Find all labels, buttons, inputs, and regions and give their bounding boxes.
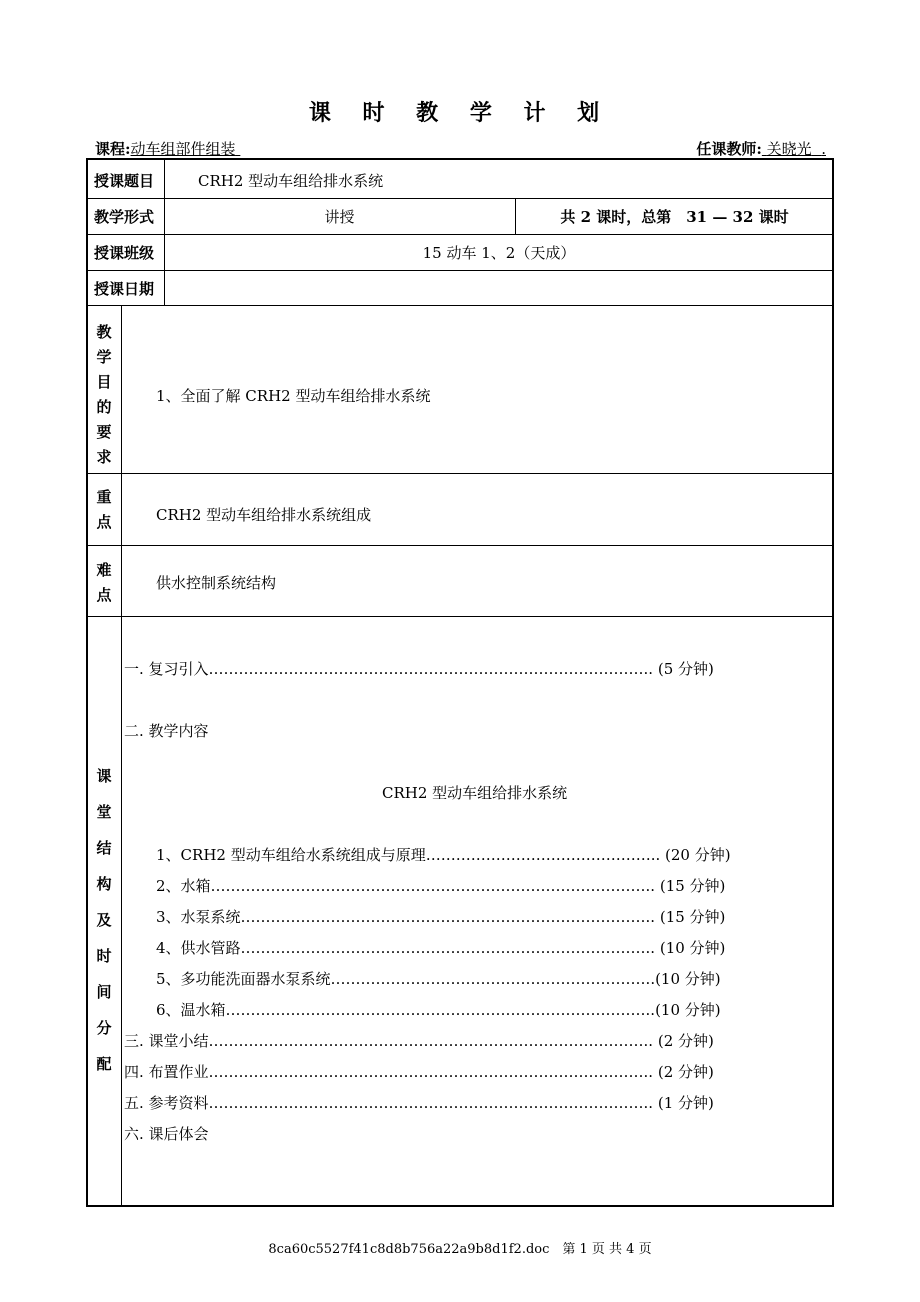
row-divider — [88, 545, 832, 546]
structure-item: 5、多功能洗面器水泵系统………………………………………………………..(10 分钟) — [156, 970, 721, 988]
teacher-value: 关晓光 — [766, 140, 812, 158]
hours-value: 共 2 课时，总第 31 — 32 课时 — [560, 208, 789, 226]
label-char: 时 — [96, 947, 112, 965]
row-divider — [88, 198, 832, 199]
row-divider — [88, 616, 832, 617]
label-char: 重 — [96, 488, 112, 506]
difficulty-label — [94, 558, 114, 608]
topic-label: 授课题目 — [94, 172, 155, 190]
teacher-label: 任课教师: — [696, 140, 762, 158]
plan-table — [86, 158, 834, 1207]
label-char: 求 — [96, 448, 112, 466]
page-title: 课 时 教 学 计 划 — [308, 100, 612, 126]
row-divider — [88, 305, 832, 306]
structure-item: 3、水泵系统……………………………………………………………………….. (15 分钟) — [156, 908, 726, 926]
course-value: 动车组部件组装 — [130, 140, 236, 158]
label-char: 的 — [96, 398, 112, 416]
label-char: 结 — [96, 839, 112, 857]
label-char: 构 — [96, 875, 112, 893]
topic-value: CRH2 型动车组给排水系统 — [198, 172, 384, 190]
date-label: 授课日期 — [94, 280, 155, 298]
class-value: 15 动车 1、2（天成） — [422, 244, 576, 262]
structure-subtitle: CRH2 型动车组给排水系统 — [382, 784, 568, 802]
row-divider — [88, 270, 832, 271]
form-value: 讲授 — [324, 208, 355, 226]
label-char: 分 — [96, 1019, 112, 1037]
structure-item: 一. 复习引入…………………………………………………………………………….. (5 分钟) — [124, 660, 714, 678]
class-label: 授课班级 — [94, 244, 155, 262]
label-char: 难 — [96, 561, 112, 579]
label-char: 间 — [96, 983, 112, 1001]
key-point-label — [94, 485, 114, 535]
page-footer: 8ca60c5527f41c8d8b756a22a9b8d1f2.doc 第 1 页 共 4 页 — [268, 1242, 652, 1257]
label-char: 配 — [96, 1055, 112, 1073]
key-point-text: CRH2 型动车组给排水系统组成 — [156, 506, 372, 524]
col-divider — [121, 305, 122, 1207]
row-divider — [88, 234, 832, 235]
structure-label — [94, 758, 114, 1082]
difficulty-text: 供水控制系统结构 — [156, 574, 277, 592]
label-char: 目 — [96, 373, 112, 391]
col-divider — [164, 160, 165, 305]
objectives-text: 1、全面了解 CRH2 型动车组给排水系统 — [156, 387, 431, 405]
structure-item: 4、供水管路……………………………………………………………………….. (10 分钟) — [156, 939, 726, 957]
structure-item: 2、水箱…………………………………………………………………………….. (15 分钟) — [156, 877, 726, 895]
objectives-label — [94, 320, 114, 470]
course-label: 课程: — [95, 140, 131, 158]
teacher-header — [696, 138, 826, 159]
teacher-dot: . — [821, 140, 826, 158]
form-label: 教学形式 — [94, 208, 155, 226]
structure-item: 1、CRH2 型动车组给水系统组成与原理……………………………………….. (20 分钟) — [156, 846, 731, 864]
course-header — [95, 138, 240, 159]
label-char: 课 — [96, 767, 112, 785]
label-char: 点 — [96, 586, 112, 604]
label-char: 及 — [96, 911, 112, 929]
structure-item: 二. 教学内容 — [124, 722, 209, 740]
label-char: 要 — [96, 423, 112, 441]
row-divider — [88, 473, 832, 474]
label-char: 学 — [96, 348, 112, 366]
label-char: 堂 — [96, 803, 112, 821]
label-char: 教 — [96, 323, 112, 341]
structure-item: 五. 参考资料…………………………………………………………………………….. (1 分钟) — [124, 1094, 714, 1112]
structure-item: 三. 课堂小结…………………………………………………………………………….. (2 分钟) — [124, 1032, 714, 1050]
structure-item: 六. 课后体会 — [124, 1125, 209, 1143]
label-char: 点 — [96, 513, 112, 531]
structure-item: 6、温水箱…………………………………………………………………………..(10 分钟) — [156, 1001, 721, 1019]
structure-item: 四. 布置作业…………………………………………………………………………….. (2 分钟) — [124, 1063, 714, 1081]
